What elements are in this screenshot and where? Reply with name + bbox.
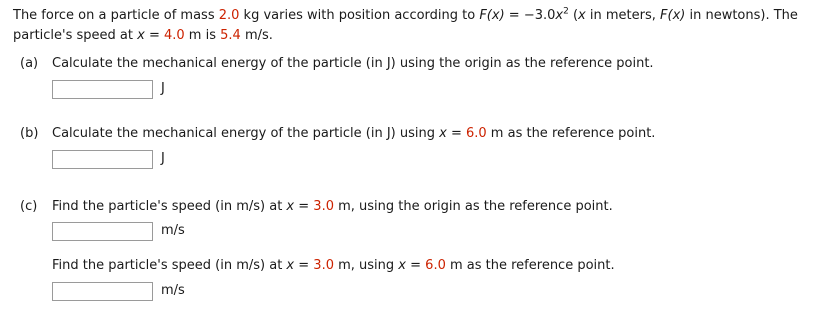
problem-text: m/s. bbox=[240, 28, 273, 43]
part-a-question: Calculate the mechanical energy of the particle (in J) using the origin as the reference point. bbox=[52, 56, 654, 71]
position-value: 3.0 bbox=[313, 199, 334, 214]
problem-text: = −3.0 bbox=[504, 8, 556, 23]
problem-text: kg varies with position according to bbox=[239, 8, 480, 23]
problem-text: in newtons). The particle's speed at bbox=[13, 8, 798, 43]
problem-statement bbox=[13, 6, 818, 46]
problem-text: = bbox=[144, 28, 164, 43]
question-text: Calculate the mechanical energy of the particle (in J) using bbox=[52, 126, 440, 141]
force-symbol: F(x) bbox=[660, 8, 686, 23]
variable-x: x bbox=[439, 126, 447, 141]
variable-x: x bbox=[578, 8, 586, 23]
question-text: m, using the origin as the reference point. bbox=[333, 199, 613, 214]
variable-x: x bbox=[286, 258, 295, 273]
part-b-answer-input[interactable] bbox=[52, 150, 153, 169]
question-text: m as the reference point. bbox=[486, 126, 656, 141]
part-c1-unit: m/s bbox=[161, 223, 185, 238]
reference-value: 6.0 bbox=[465, 126, 487, 141]
question-text: = bbox=[406, 258, 426, 273]
variable-x: x bbox=[137, 28, 145, 43]
variable-x: x bbox=[555, 8, 564, 23]
question-text: = bbox=[294, 258, 314, 273]
force-symbol: F(x) bbox=[479, 8, 505, 23]
question-text: Find the particle's speed (in m/s) at bbox=[52, 199, 287, 214]
part-b-unit: J bbox=[161, 151, 165, 166]
part-b-question bbox=[52, 126, 655, 141]
question-text: m, using bbox=[333, 258, 399, 273]
variable-x: x bbox=[286, 199, 295, 214]
part-c-question-2 bbox=[52, 258, 615, 273]
position-value: 4.0 bbox=[163, 28, 185, 43]
question-text: = bbox=[446, 126, 466, 141]
reference-value: 6.0 bbox=[425, 258, 446, 273]
question-text: Find the particle's speed (in m/s) at bbox=[52, 258, 287, 273]
exponent: 2 bbox=[563, 6, 569, 17]
problem-text: m is bbox=[184, 28, 221, 43]
question-text: m as the reference point. bbox=[445, 258, 615, 273]
position-value: 3.0 bbox=[313, 258, 334, 273]
part-c2-answer-input[interactable] bbox=[52, 282, 153, 301]
part-c-question-1 bbox=[52, 199, 613, 214]
question-text: = bbox=[294, 199, 314, 214]
part-c2-unit: m/s bbox=[161, 283, 185, 298]
problem-text: ( bbox=[568, 8, 579, 23]
variable-x: x bbox=[398, 258, 406, 273]
part-a-answer-input[interactable] bbox=[52, 80, 153, 99]
problem-text: in meters, bbox=[585, 8, 661, 23]
part-a-label: (a) bbox=[20, 56, 39, 71]
part-b-label: (b) bbox=[20, 126, 39, 141]
problem-text: The force on a particle of mass bbox=[13, 8, 219, 23]
part-a-unit: J bbox=[161, 81, 165, 96]
mass-value: 2.0 bbox=[218, 8, 240, 23]
part-c1-answer-input[interactable] bbox=[52, 222, 153, 241]
speed-value: 5.4 bbox=[220, 28, 241, 43]
part-c-label: (c) bbox=[20, 199, 38, 214]
